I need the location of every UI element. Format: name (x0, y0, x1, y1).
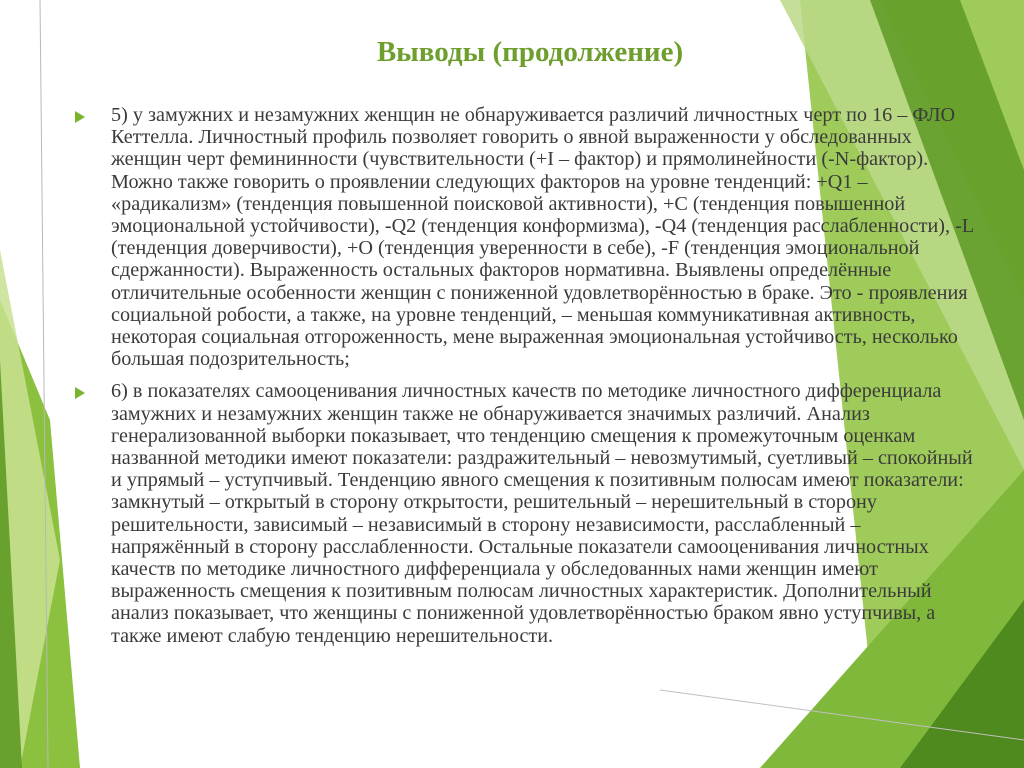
bullet-text: 6) в показателях самооценивания личностных качеств по методике личностного дифференциала замужних и незамужних женщин также не обнаруживается значимых различий. Анализ генерализованной выборки показывает, что тенденцию смещения к промежуточным оценкам названной методики имеют показатели: раздражительный – невозмутимый, суетливый – спокойный и упрямый – уступчивый. Тенденцию явного смещения к позитивным полюсам имеют показатели: замкнутый – открытый в сторону открытости, решительный – нерешительный в сторону решительности, зависимый – независимый в сторону независимости, расслабленный – напряжённый в сторону расслабленности. Остальные показатели самооценивания личностных качеств по методике личностного дифференциала у обследованных нами женщин имеют выраженность смещения к позитивным полюсам личностных характеристик. Дополнительный анализ показывает, что женщины с пониженной удовлетворённостью браком явно уступчивы, а также имеют слабую тенденцию нерешительности. (111, 380, 973, 647)
triangle-right-icon (75, 111, 85, 123)
bullet-item (70, 104, 975, 370)
triangle-right-icon (75, 387, 85, 399)
slide-title: Выводы (продолжение) (376, 36, 684, 68)
bullet-item (70, 380, 975, 646)
bullet-list (70, 104, 975, 657)
bullet-text: 5) у замужних и незамужних женщин не обнаруживается различий личностных черт по 16 – ФЛО Кеттелла. Личностный профиль позволяет говорить о явной выраженности у обследованных женщин черт фемининности (чувствительности (+I – фактор) и прямолинейности (-N-фактор). Можно также говорить о проявлении следующих факторов на уровне тенденций: +Q1 – «радикализм» (тенденция повышенной поисковой активности), +С (тенденция повышенной эмоциональной устойчивости), -Q2 (тенденция конформизма), -Q4 (тенденция расслабленности), -L (тенденция доверчивости), +О (тенденция уверенности в себе), -F (тенденция эмоциональной сдержанности). Выраженность остальных факторов нормативна. Выявлены определённые отличительные особенности женщин с пониженной удовлетворённостью в браке. Это - проявления социальной робости, а также, на уровне тенденций, – меньшая коммуникативная активность, некоторая социальная отгороженность, мене выраженная эмоциональная устойчивость, несколько большая подозрительность; (111, 104, 974, 371)
